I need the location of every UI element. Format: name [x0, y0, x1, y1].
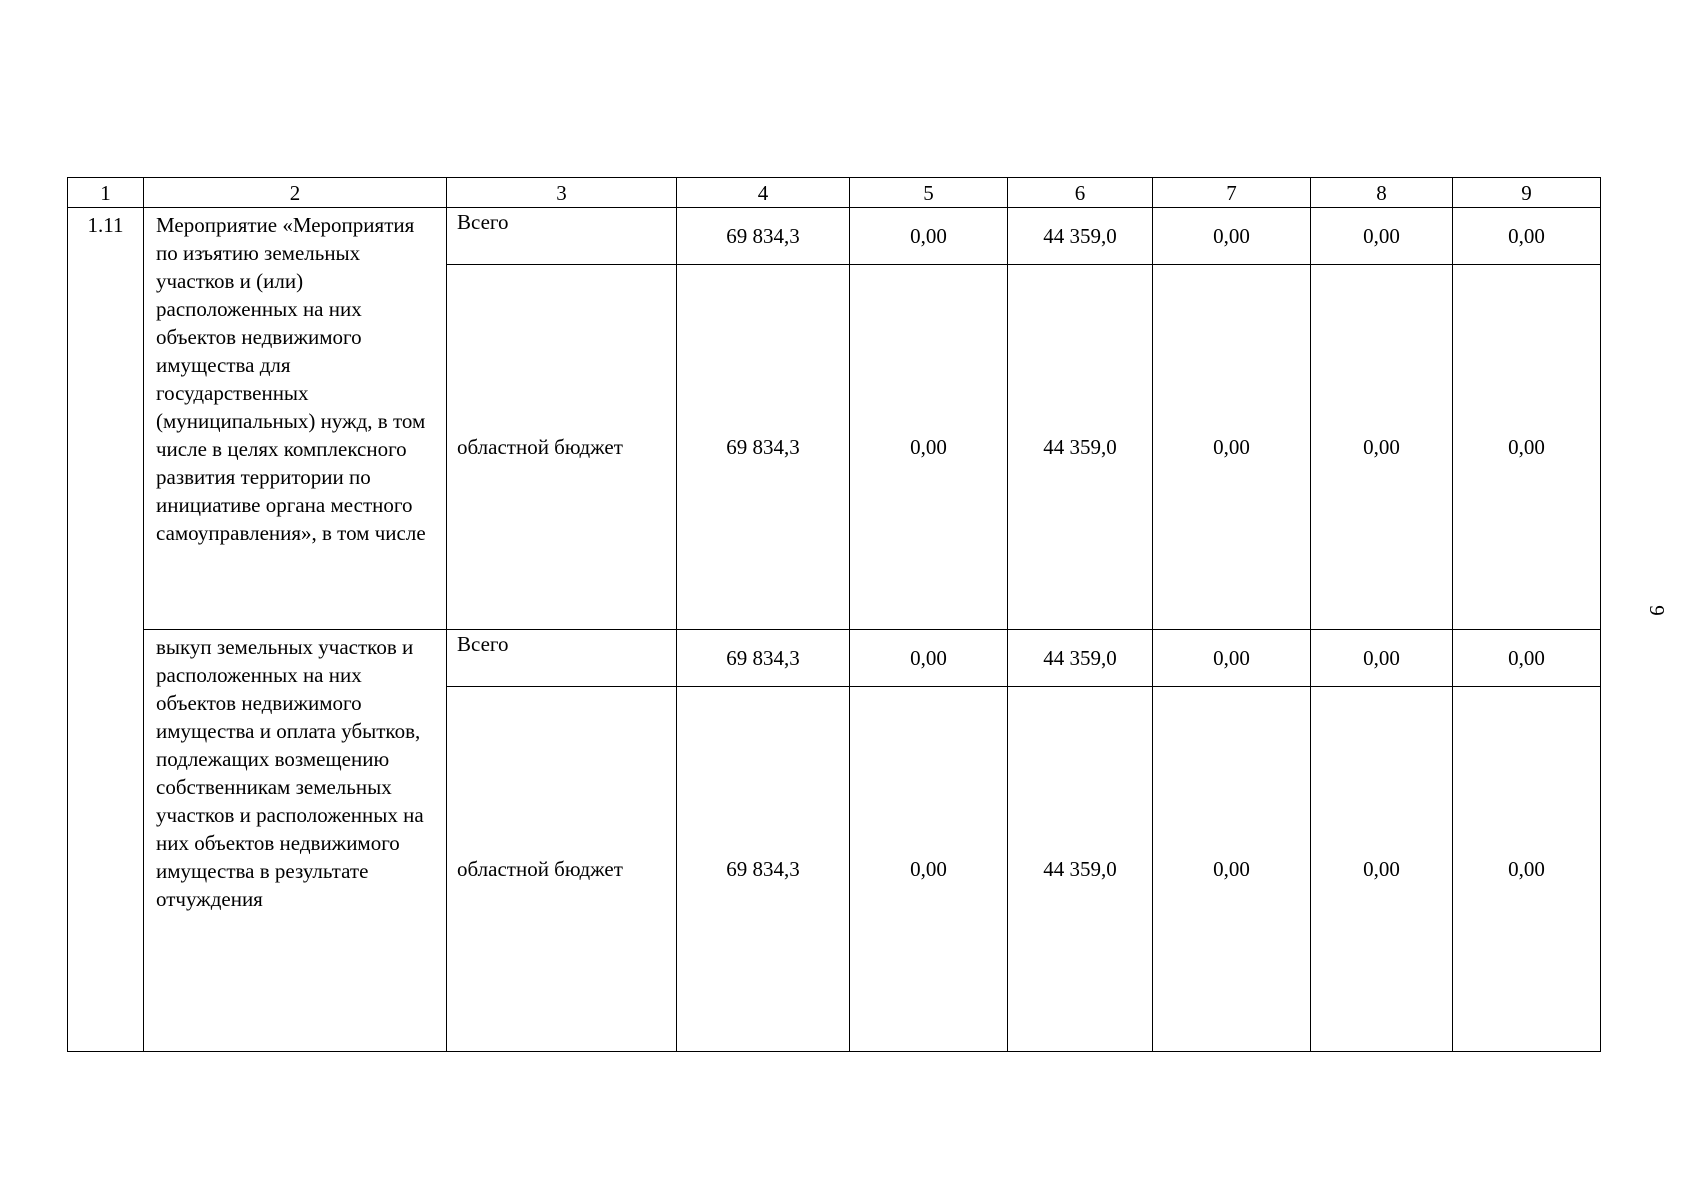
column-header: 2: [144, 178, 447, 208]
value-cell: 44 359,0: [1008, 687, 1153, 1052]
table-row: [68, 630, 1601, 687]
column-header: 9: [1453, 178, 1601, 208]
column-header: 3: [447, 178, 677, 208]
value-cell: 44 359,0: [1008, 630, 1153, 687]
value-cell: 44 359,0: [1008, 265, 1153, 630]
activity-description: Мероприятие «Мероприятия по изъятию земельных участков и (или) расположенных на них объектов недвижимого имущества для государственных (муниципальных) нужд, в том числе в целях комплексного развития территории по инициативе органа местного самоуправления», в том числе: [144, 208, 447, 630]
column-header: 5: [850, 178, 1008, 208]
funding-source: Всего: [447, 630, 677, 687]
value-cell: 69 834,3: [677, 630, 850, 687]
column-header: 6: [1008, 178, 1153, 208]
funding-source: областной бюджет: [447, 687, 677, 1052]
value-cell: 0,00: [1453, 630, 1601, 687]
value-cell: 0,00: [1311, 630, 1453, 687]
value-cell: 0,00: [1153, 630, 1311, 687]
value-cell: 44 359,0: [1008, 208, 1153, 265]
table-row: [68, 208, 1601, 265]
funding-source: Всего: [447, 208, 677, 265]
value-cell: 0,00: [850, 265, 1008, 630]
value-cell: 69 834,3: [677, 208, 850, 265]
column-header: 1: [68, 178, 144, 208]
value-cell: 0,00: [850, 687, 1008, 1052]
value-cell: 0,00: [1153, 208, 1311, 265]
value-cell: 0,00: [1311, 208, 1453, 265]
value-cell: 0,00: [1311, 265, 1453, 630]
column-header: 4: [677, 178, 850, 208]
budget-table: [67, 177, 1601, 1052]
value-cell: 69 834,3: [677, 687, 850, 1052]
row-code: 1.11: [68, 208, 144, 1052]
value-cell: 0,00: [1311, 687, 1453, 1052]
value-cell: 69 834,3: [677, 265, 850, 630]
page-number: 9: [1644, 605, 1669, 616]
funding-source: областной бюджет: [447, 265, 677, 630]
column-header: 7: [1153, 178, 1311, 208]
value-cell: 0,00: [1453, 265, 1601, 630]
value-cell: 0,00: [1453, 208, 1601, 265]
value-cell: 0,00: [1453, 687, 1601, 1052]
column-header: 8: [1311, 178, 1453, 208]
activity-description: выкуп земельных участков и расположенных на них объектов недвижимого имущества и оплата убытков, подлежащих возмещению собственникам земельных участков и расположенных на них объектов недвижимого имущества в результате отчуждения: [144, 630, 447, 1052]
value-cell: 0,00: [850, 630, 1008, 687]
column-header-row: [68, 178, 1601, 208]
value-cell: 0,00: [1153, 265, 1311, 630]
value-cell: 0,00: [850, 208, 1008, 265]
value-cell: 0,00: [1153, 687, 1311, 1052]
